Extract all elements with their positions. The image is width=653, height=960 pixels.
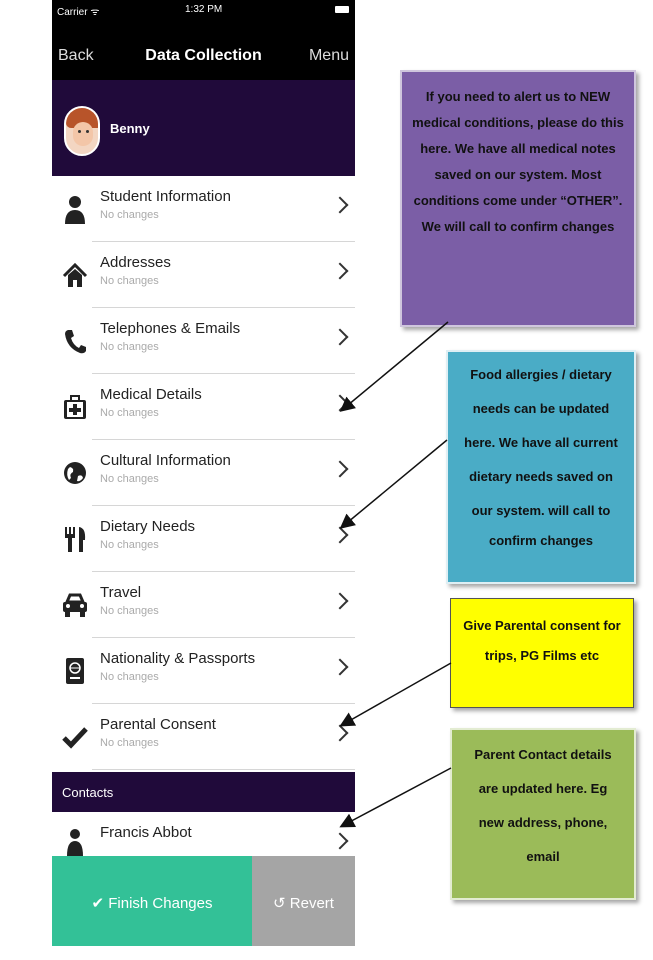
callout-line: here. We have all medical notes <box>420 141 616 156</box>
chevron-right-icon <box>332 395 349 412</box>
section-status: No changes <box>100 209 159 221</box>
callout-parental-consent <box>450 598 634 708</box>
student-name: Benny <box>110 121 150 136</box>
section-label: Addresses <box>100 254 171 271</box>
carrier-label: Carrier ᯤ <box>57 7 100 18</box>
person-icon <box>62 194 88 224</box>
section-status: No changes <box>100 407 159 419</box>
callout-line: medical conditions, please do this <box>412 115 624 130</box>
chevron-right-icon <box>332 725 349 742</box>
action-bar <box>52 856 355 946</box>
chevron-right-icon <box>332 329 349 346</box>
arrow-parental-consent <box>342 663 451 725</box>
section-status: No changes <box>100 671 159 683</box>
section-dietary-needs[interactable] <box>52 506 355 572</box>
section-telephones-emails[interactable] <box>52 308 355 374</box>
callout-line: conditions come under “OTHER”. <box>413 193 623 208</box>
chevron-right-icon <box>332 461 349 478</box>
callout-line: here. We have all current <box>464 435 618 450</box>
section-label: Student Information <box>100 188 231 205</box>
callout-line: Food allergies / dietary <box>470 367 612 382</box>
chevron-right-icon <box>332 527 349 544</box>
section-cultural-information[interactable] <box>52 440 355 506</box>
chevron-right-icon <box>332 263 349 280</box>
section-parental-consent[interactable] <box>52 704 355 770</box>
cutlery-icon <box>62 524 88 554</box>
revert-button[interactable] <box>252 856 355 946</box>
section-status: No changes <box>100 341 159 353</box>
callout-line: Give Parental consent for <box>463 618 621 633</box>
chevron-right-icon <box>332 659 349 676</box>
navigation-bar <box>52 20 355 80</box>
globe-icon <box>62 458 88 488</box>
arrow-contacts <box>342 768 451 826</box>
revert-label: ↺ Revert <box>273 895 334 912</box>
section-medical-details[interactable] <box>52 374 355 440</box>
section-label: Dietary Needs <box>100 518 196 535</box>
section-status: No changes <box>100 473 159 485</box>
medical-kit-icon <box>62 392 88 422</box>
section-label: Nationality & Passports <box>100 650 256 667</box>
car-icon <box>62 590 88 620</box>
section-label: Medical Details <box>100 386 202 403</box>
passport-icon <box>62 656 88 686</box>
section-label: Telephones & Emails <box>100 320 241 337</box>
page-title: Data Collection <box>145 47 262 64</box>
contact-row[interactable] <box>52 812 355 856</box>
avatar <box>64 106 100 156</box>
finish-changes-button[interactable] <box>52 856 252 946</box>
callout-line: Parent Contact details <box>474 747 612 762</box>
status-bar <box>52 0 355 20</box>
arrow-medical <box>342 322 448 410</box>
phone-icon <box>62 326 88 356</box>
contacts-header-label: Contacts <box>62 785 114 800</box>
section-student-information[interactable] <box>52 176 355 242</box>
section-status: No changes <box>100 539 159 551</box>
arrow-dietary <box>342 440 447 527</box>
chevron-right-icon <box>332 593 349 610</box>
contacts-header <box>52 772 355 812</box>
phone-screen <box>52 0 355 946</box>
callout-line: dietary needs saved on <box>469 469 613 484</box>
callout-line: If you need to alert us to NEW <box>425 89 611 104</box>
contact-name: Francis Abbot <box>100 824 192 841</box>
section-travel[interactable] <box>52 572 355 638</box>
callout-line: are updated here. Eg <box>478 781 608 796</box>
section-label: Travel <box>100 584 142 601</box>
section-status: No changes <box>100 737 159 749</box>
callout-line: We will call to confirm changes <box>421 219 615 234</box>
callout-contacts <box>450 728 636 900</box>
callout-line: needs can be updated <box>472 401 610 416</box>
clock: 1:32 PM <box>185 4 223 15</box>
callout-line: email <box>526 849 560 864</box>
callout-line: trips, PG Films etc <box>484 648 600 663</box>
section-status: No changes <box>100 275 159 287</box>
callout-line: confirm changes <box>488 533 594 548</box>
callout-medical <box>400 70 636 327</box>
section-status: No changes <box>100 605 159 617</box>
check-icon <box>62 722 88 752</box>
section-label: Cultural Information <box>100 452 231 469</box>
callout-dietary <box>446 350 636 584</box>
callout-line: saved on our system. Most <box>434 167 602 182</box>
person-icon <box>62 826 88 856</box>
chevron-right-icon <box>332 833 349 850</box>
section-nationality-passports[interactable] <box>52 638 355 704</box>
finish-changes-label: ✔ Finish Changes <box>91 895 213 912</box>
section-addresses[interactable] <box>52 242 355 308</box>
home-icon <box>62 260 88 290</box>
callout-line: our system. will call to <box>471 503 611 518</box>
section-label: Parental Consent <box>100 716 216 733</box>
chevron-right-icon <box>332 197 349 214</box>
battery-icon <box>335 6 349 13</box>
callout-line: new address, phone, <box>478 815 608 830</box>
menu-button[interactable]: Menu <box>308 47 349 64</box>
profile-header <box>52 80 355 176</box>
back-button[interactable]: Back <box>58 47 94 64</box>
